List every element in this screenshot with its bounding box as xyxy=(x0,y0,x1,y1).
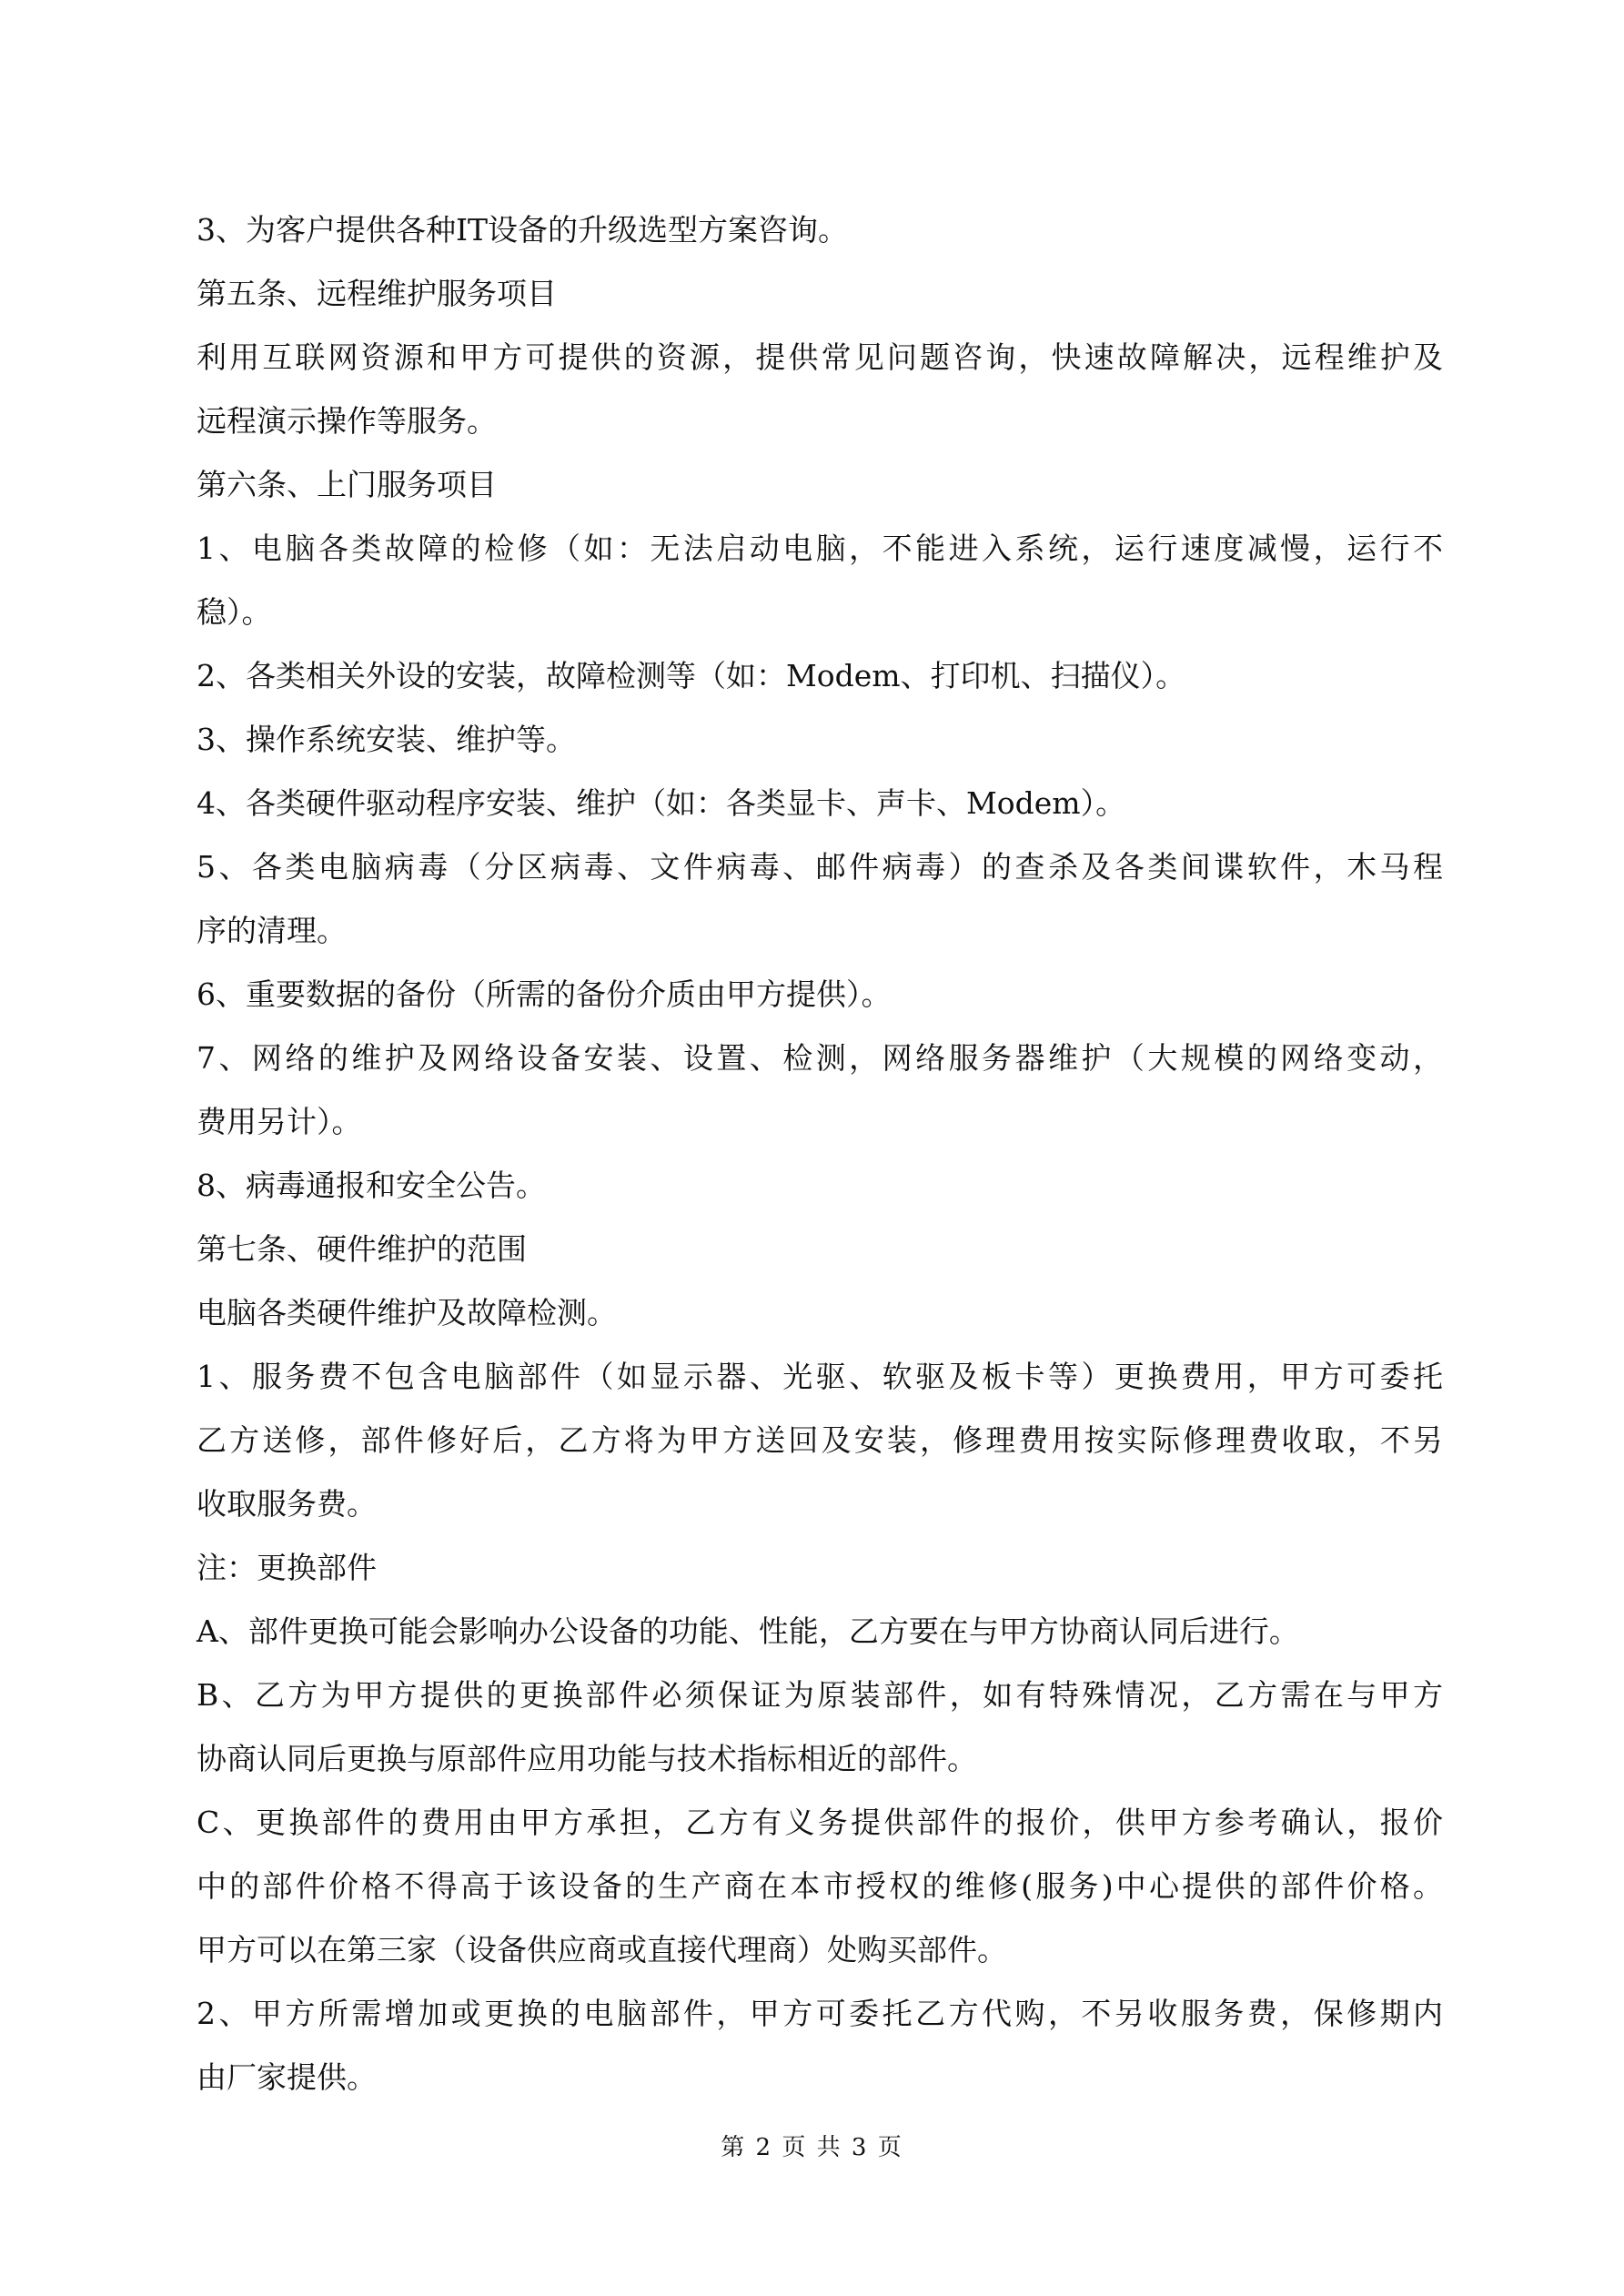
body-line: 1、服务费不包含电脑部件（如显示器、光驱、软驱及板卡等）更换费用，甲方可委托 xyxy=(197,1359,1443,1394)
body-line: C、更换部件的费用由甲方承担，乙方有义务提供部件的报价，供甲方参考确认，报价 xyxy=(197,1805,1443,1840)
note-heading: 注：更换部件 xyxy=(197,1550,377,1585)
body-line: B、乙方为甲方提供的更换部件必须保证为原装部件，如有特殊情况，乙方需在与甲方 xyxy=(197,1677,1443,1713)
body-line: 2、各类相关外设的安装，故障检测等（如：Modem、打印机、扫描仪）。 xyxy=(197,658,1186,693)
body-line: 序的清理。 xyxy=(197,913,347,948)
body-line: 中的部件价格不得高于该设备的生产商在本市授权的维修(服务)中心提供的部件价格。 xyxy=(197,1868,1443,1904)
body-line: 费用另计）。 xyxy=(197,1104,362,1139)
body-line: 乙方送修，部件修好后，乙方将为甲方送回及安装，修理费用按实际修理费收取，不另 xyxy=(197,1422,1443,1458)
section-heading: 第七条、硬件维护的范围 xyxy=(197,1231,527,1267)
body-line: 6、重要数据的备份（所需的备份介质由甲方提供）。 xyxy=(197,976,892,1012)
section-heading: 第五条、远程维护服务项目 xyxy=(197,276,557,311)
body-line: 2、甲方所需增加或更换的电脑部件，甲方可委托乙方代购，不另收服务费，保修期内 xyxy=(197,1996,1443,2031)
body-line: 远程演示操作等服务。 xyxy=(197,403,497,439)
section-heading: 第六条、上门服务项目 xyxy=(197,467,497,502)
body-line: 3、为客户提供各种IT设备的升级选型方案咨询。 xyxy=(197,212,849,248)
body-line: 8、病毒通报和安全公告。 xyxy=(197,1168,546,1203)
document-body xyxy=(197,198,1443,2109)
body-line: 4、各类硬件驱动程序安装、维护（如：各类显卡、声卡、Modem）。 xyxy=(197,785,1126,821)
body-line: A、部件更换可能会影响办公设备的功能、性能，乙方要在与甲方协商认同后进行。 xyxy=(197,1613,1299,1649)
body-line: 电脑各类硬件维护及故障检测。 xyxy=(197,1295,617,1330)
body-line: 由厂家提供。 xyxy=(197,2059,377,2095)
body-line: 收取服务费。 xyxy=(197,1486,377,1522)
body-line: 1、电脑各类故障的检修（如：无法启动电脑，不能进入系统，运行速度减慢，运行不 xyxy=(197,531,1443,566)
body-line: 利用互联网资源和甲方可提供的资源，提供常见问题咨询，快速故障解决，远程维护及 xyxy=(197,339,1443,375)
body-line: 3、操作系统安装、维护等。 xyxy=(197,722,576,757)
body-line: 稳）。 xyxy=(197,594,272,630)
page-number-footer: 第 2 页 共 3 页 xyxy=(721,2134,903,2161)
body-line: 5、各类电脑病毒（分区病毒、文件病毒、邮件病毒）的查杀及各类间谍软件，木马程 xyxy=(197,849,1443,885)
body-line: 甲方可以在第三家（设备供应商或直接代理商）处购买部件。 xyxy=(197,1932,1007,1967)
body-line: 7、网络的维护及网络设备安装、设置、检测，网络服务器维护（大规模的网络变动， xyxy=(197,1040,1443,1076)
body-line: 协商认同后更换与原部件应用功能与技术指标相近的部件。 xyxy=(197,1741,977,1776)
